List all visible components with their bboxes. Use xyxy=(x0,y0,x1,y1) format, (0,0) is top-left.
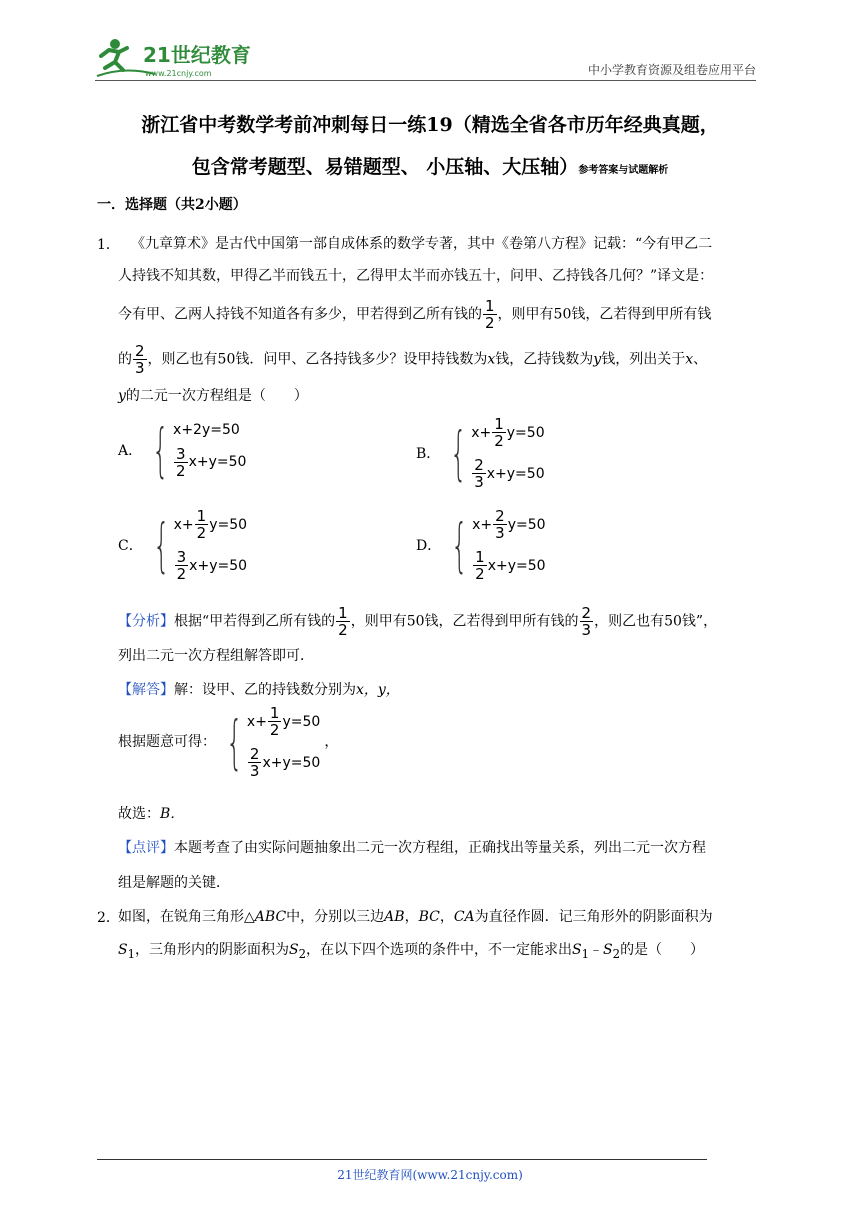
header-divider xyxy=(95,80,756,81)
brace-icon: { xyxy=(451,511,468,579)
comment-line2: 组是解题的关键． xyxy=(118,875,230,891)
q2-line1: 如图，在锐角三角形△ABC中，分别以三边AB，BC，CA为直径作圆．记三角形外的阴影面积为 xyxy=(118,909,713,925)
solution-line1: 【解答】解：设甲、乙的持钱数分别为x，y， xyxy=(118,682,400,698)
q1-line3-a: 今有甲、乙两人持钱不知道各有多少，甲若得到乙所有钱的 xyxy=(118,306,482,323)
page-title-line2 xyxy=(0,152,860,179)
option-c[interactable]: C． { x+ $\frac{1}{2}$ y=50 $\frac{3}{2}$ x+y=50 xyxy=(118,507,248,583)
footer-link[interactable]: 21世纪教育网(www.21cnjy.com) xyxy=(337,1168,523,1182)
q1-line2: 人持钱不知其数，甲得乙半而钱五十，乙得甲太半而亦钱五十，问甲、乙持钱各几何？”译文是： xyxy=(118,268,714,284)
option-d[interactable]: D． { x+ $\frac{2}{3}$ y=50 $\frac{1}{2}$ x+y=50 xyxy=(416,507,546,583)
logo-url: www.21cnjy.com xyxy=(145,69,212,78)
q1-line3 xyxy=(118,298,711,331)
q2-line2: $S_1$，三角形内的阴影面积为$S_2$，在以下四个选项的条件中，不一定能求出$S_1﹣S_2$的是（ ） xyxy=(118,942,705,961)
analysis-line1: 【分析】根据“甲若得到乙所有钱的 $\frac{1}{2}$ ，则甲有50钱，乙若得到甲所有钱的 $\frac{2}{3}$ ，则乙也有50钱”， xyxy=(118,604,718,639)
title-subtitle: 参考答案与试题解析 xyxy=(578,165,669,176)
brace-icon: { xyxy=(226,708,243,776)
q1-line3-b: ，则甲有50钱，乙若得到甲所有钱 xyxy=(497,306,712,323)
q1-line5: y的二元一次方程组是（ ） xyxy=(118,388,308,404)
runner-logo-icon xyxy=(95,36,265,80)
option-b[interactable]: B． { x+ $\frac{1}{2}$ y=50 $\frac{2}{3}$ x+y=50 xyxy=(416,415,545,491)
brace-icon: { xyxy=(450,419,468,487)
option-a[interactable]: A． { x+2y=50 $\frac{3}{2}$ x+y=50 xyxy=(118,416,247,484)
analysis-tag: 【分析】 xyxy=(118,613,174,630)
q2-number: 2． xyxy=(97,910,120,926)
section-heading: 一．选择题（共2小题） xyxy=(97,197,247,213)
brace-icon: { xyxy=(152,511,170,579)
platform-name: 中小学教育资源及组卷应用平台 xyxy=(587,63,756,77)
solution-choice: 故选：B． xyxy=(118,806,185,822)
q1-line1: 《九章算术》是古代中国第一部自成体系的数学专著，其中《卷第八方程》记载：“今有甲乙二 xyxy=(131,236,713,252)
analysis-line2: 列出二元一次方程组解答即可． xyxy=(118,648,314,664)
logo xyxy=(95,36,265,80)
page-title-line1: 浙江省中考数学考前冲刺每日一练19（精选全省各市历年经典真题， xyxy=(141,114,719,136)
solution-system: 根据题意可得： { x+ $\frac{1}{2}$ y=50 $\frac{2}{3}$ x+y=50 ， xyxy=(118,704,339,780)
q1-line4: 的 $\frac{2}{3}$ ，则乙也有50钱．问甲、乙各持钱多少？设甲持钱数为x钱，乙持钱数为y钱，列出关于x、 xyxy=(118,342,708,377)
q1-number: 1． xyxy=(97,237,120,253)
comment-tag: 【点评】 xyxy=(118,840,174,856)
footer-divider xyxy=(97,1159,707,1160)
comment-line1: 【点评】本题考查了由实际问题抽象出二元一次方程组，正确找出等量关系，列出二元一次方程 xyxy=(118,840,706,856)
solution-tag: 【解答】 xyxy=(118,682,174,698)
logo-text: 21世纪教育 xyxy=(143,43,251,67)
brace-icon: { xyxy=(152,416,169,484)
fraction-half: $\frac{1}{2}$ xyxy=(485,297,495,332)
title-main: 包含常考题型、易错题型、 小压轴、大压轴） xyxy=(191,156,579,178)
fraction-two-thirds: $\frac{2}{3}$ xyxy=(135,342,145,377)
